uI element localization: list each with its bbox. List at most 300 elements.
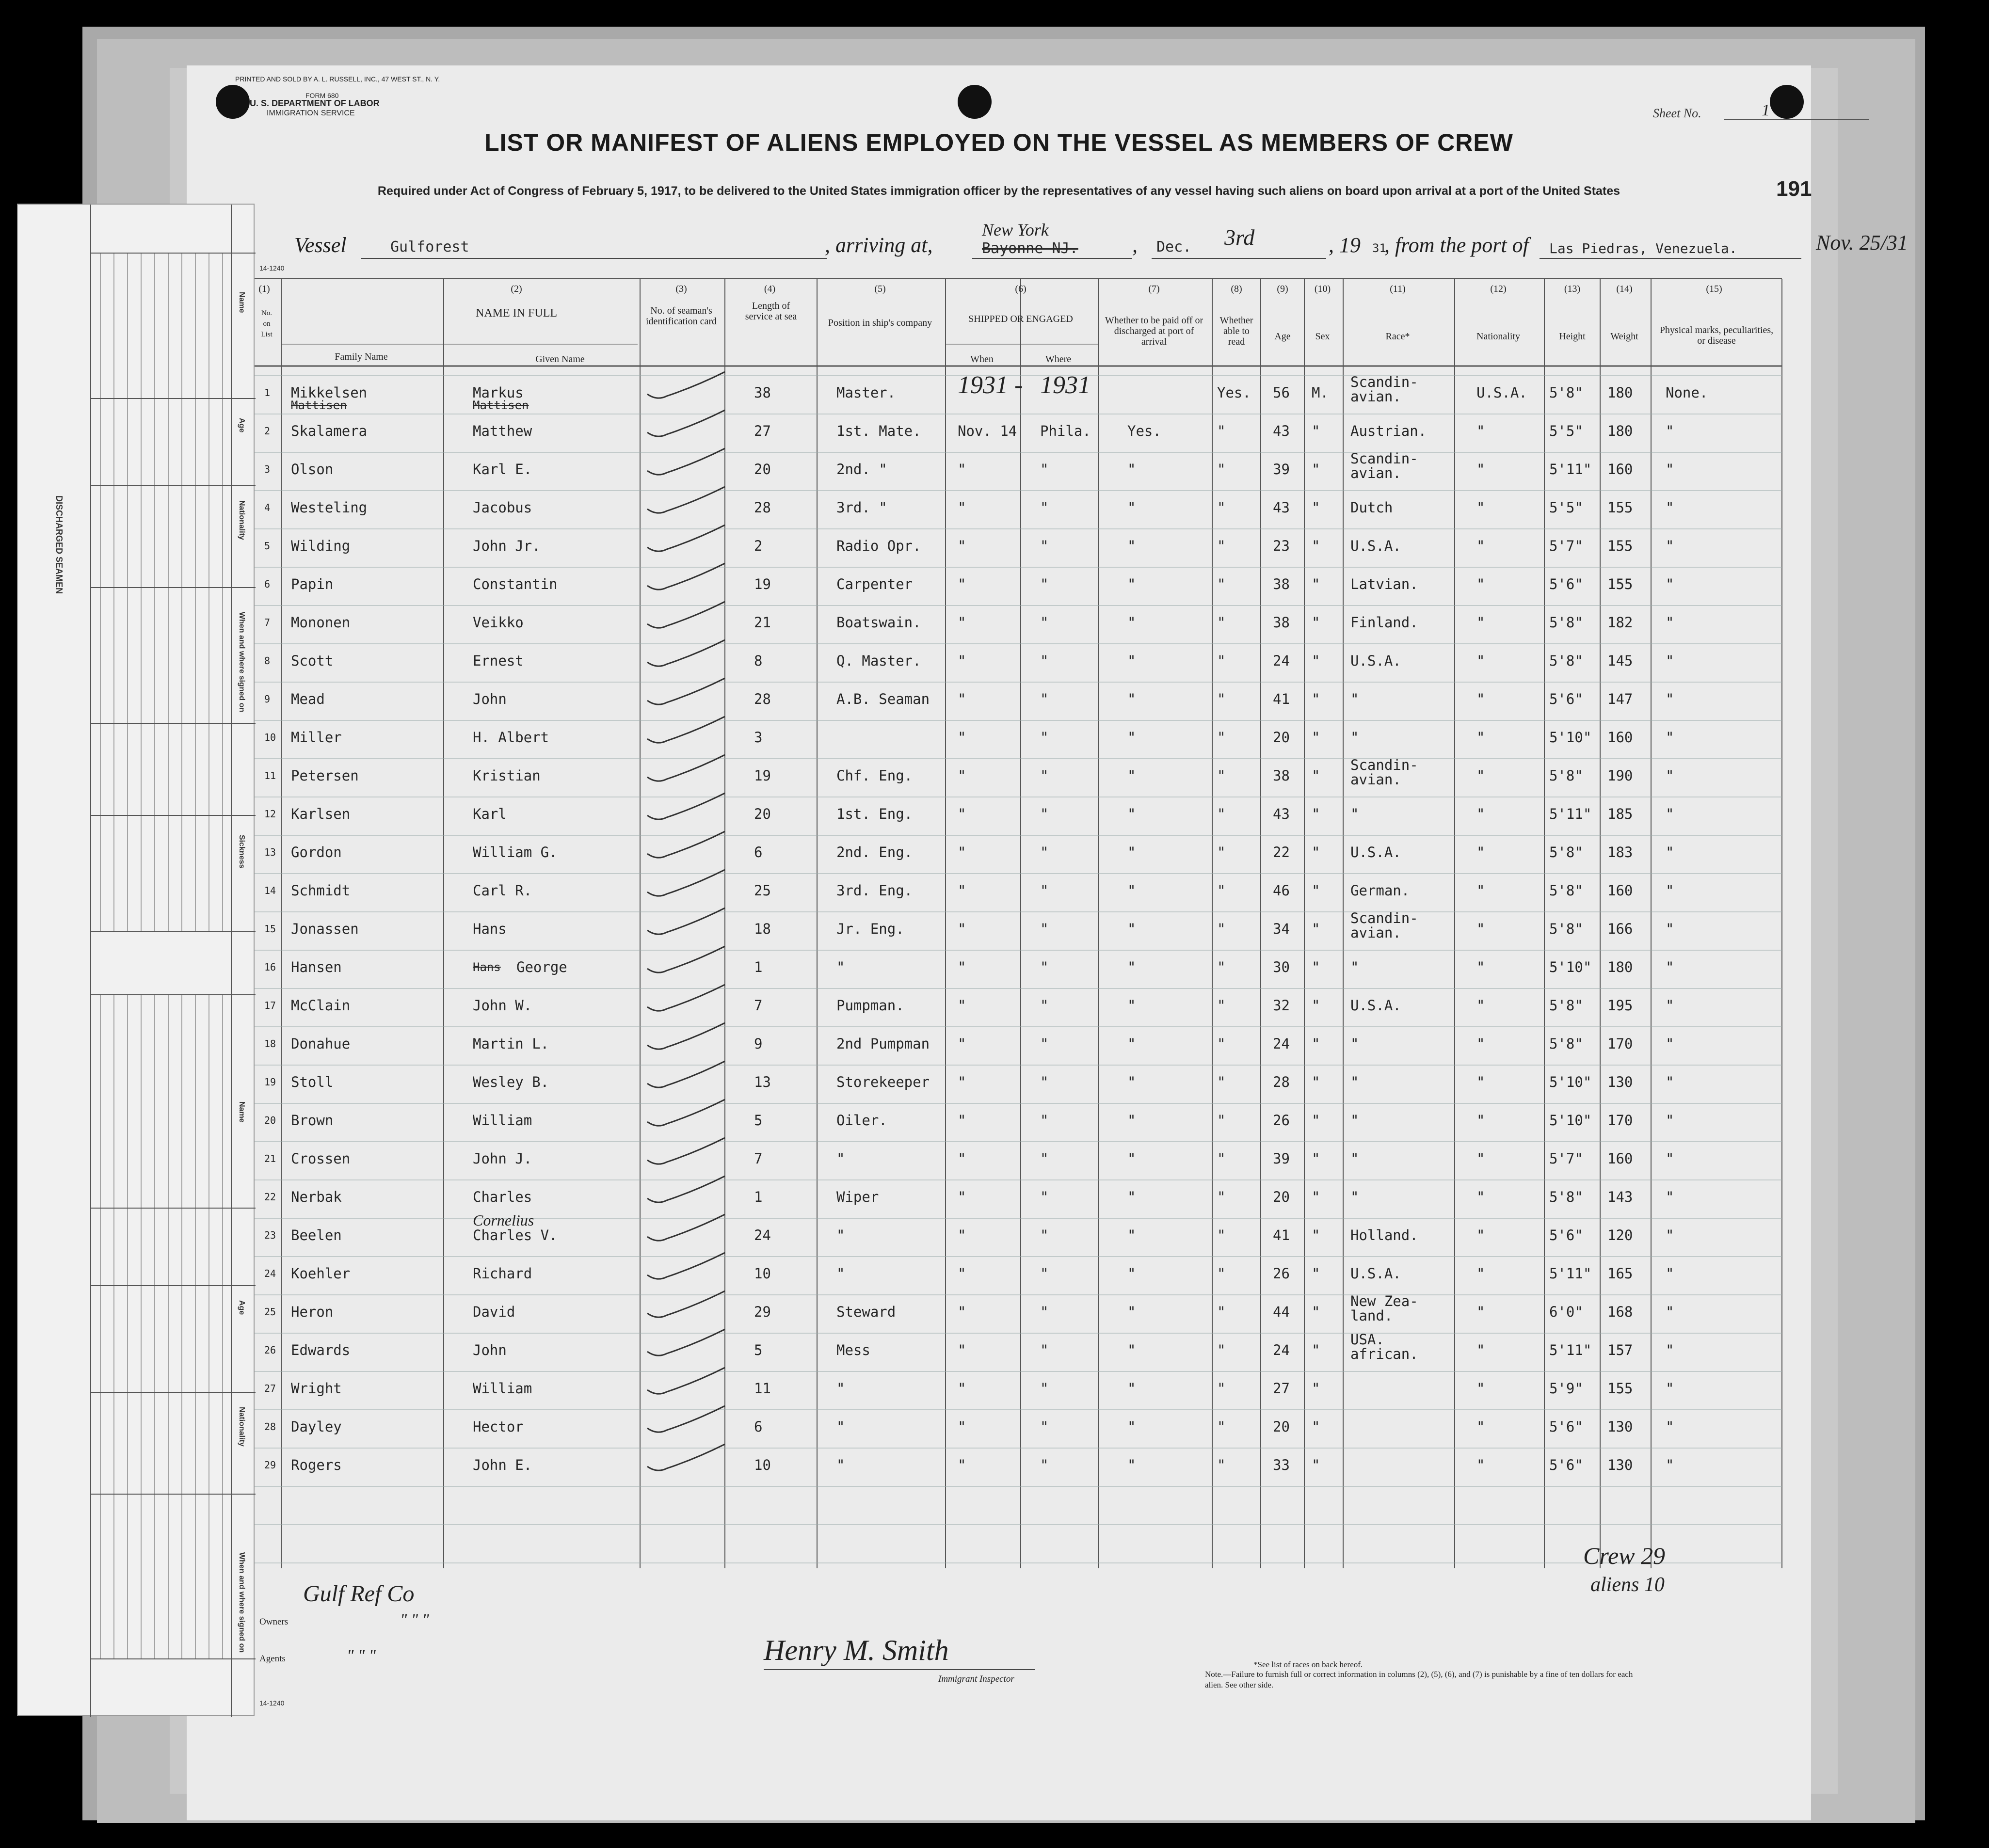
sex-cell: " (1312, 806, 1320, 822)
able-to-read-cell: " (1217, 844, 1226, 860)
shipped-where-cell: " (1040, 499, 1049, 516)
row-number-cell: 14 (264, 885, 276, 896)
weight-cell: 182 (1607, 614, 1633, 631)
physical-marks-cell: " (1666, 1150, 1674, 1167)
family-name-cell: Wilding (291, 538, 351, 554)
sex-cell: " (1312, 1227, 1320, 1243)
col10-number: (10) (1314, 284, 1331, 294)
paid-off-cell: " (1127, 729, 1136, 746)
nationality-cell: " (1476, 1150, 1485, 1167)
given-name-cell: John (473, 1342, 507, 1358)
paid-off-cell: " (1127, 653, 1136, 669)
position-cell: " (836, 1227, 845, 1243)
weight-cell: 130 (1607, 1457, 1633, 1473)
shipped-where-cell: " (1040, 1189, 1049, 1205)
age-cell: 22 (1273, 844, 1290, 860)
race-cell: U.S.A. (1350, 653, 1401, 669)
able-to-read-cell: " (1217, 576, 1226, 592)
row-number-cell: 10 (264, 732, 276, 743)
age-cell: 46 (1273, 882, 1290, 899)
age-cell: 26 (1273, 1265, 1290, 1282)
col6-number: (6) (1015, 284, 1027, 294)
sailing-date: Nov. 25/31 (1816, 231, 1908, 255)
arrival-month: Dec. (1156, 239, 1192, 255)
sex-cell: " (1312, 844, 1320, 860)
service-length-cell: 6 (754, 844, 763, 860)
shipped-where-cell: " (1040, 1265, 1049, 1282)
shipped-when-cell: " (958, 1380, 966, 1397)
sheet-number-label: Sheet No. (1653, 106, 1701, 120)
position-cell: Pumpman. (836, 997, 904, 1014)
sex-cell: " (1312, 1304, 1320, 1320)
service-length-cell: 29 (754, 1304, 771, 1320)
col13-title: Height (1559, 331, 1586, 342)
department: U. S. DEPARTMENT OF LABOR (250, 98, 380, 108)
given-name-cell: Martin L. (473, 1036, 549, 1052)
paid-off-cell: " (1127, 614, 1136, 631)
given-name-cell: Veikko (473, 614, 524, 631)
year-suffix: 31 (1372, 241, 1386, 255)
paid-off-cell: " (1127, 691, 1136, 707)
nationality-cell: " (1476, 997, 1485, 1014)
height-cell: 5'8" (1549, 1036, 1583, 1052)
service-length-cell: 8 (754, 653, 763, 669)
physical-marks-cell: " (1666, 1112, 1674, 1129)
stub-field-label: Age (238, 418, 246, 433)
shipped-where-year: 1931 (1040, 371, 1091, 399)
position-cell: Oiler. (836, 1112, 887, 1129)
nationality-cell: " (1476, 1189, 1485, 1205)
able-to-read-cell: " (1217, 1304, 1226, 1320)
service-length-cell: 19 (754, 576, 771, 592)
shipped-when-cell: " (958, 1265, 966, 1282)
page-title: LIST OR MANIFEST OF ALIENS EMPLOYED ON THE VESSEL AS MEMBERS OF CREW (484, 129, 1513, 156)
shipped-where-cell: " (1040, 1036, 1049, 1052)
col14-number: (14) (1616, 284, 1633, 294)
family-name-cell: Mead (291, 691, 325, 707)
age-cell: 44 (1273, 1304, 1290, 1320)
position-cell: Steward (836, 1304, 896, 1320)
position-cell: 3rd. Eng. (836, 882, 913, 899)
height-cell: 5'5" (1549, 499, 1583, 516)
family-name-cell: Skalamera (291, 423, 368, 439)
family-name-cell: Edwards (291, 1342, 351, 1358)
shipped-when-cell: " (958, 499, 966, 516)
race-cell: U.S.A. (1350, 1265, 1401, 1282)
physical-marks-cell: None. (1666, 384, 1708, 401)
row-number-cell: 27 (264, 1383, 276, 1394)
stub-field-label: Nationality (238, 500, 246, 540)
race-cell: Scandin- avian. (1350, 757, 1418, 788)
given-name-cell: H. Albert (473, 729, 549, 746)
shipped-when-cell: " (958, 921, 966, 937)
owners-ditto: " " " (400, 1611, 429, 1629)
shipped-where-cell: " (1040, 1418, 1049, 1435)
race-cell: " (1350, 1074, 1359, 1090)
year-prefix-value: 19 (1339, 233, 1361, 257)
weight-cell: 170 (1607, 1036, 1633, 1052)
given-name-cell: George (516, 959, 567, 975)
given-name-cell: John Jr. (473, 538, 541, 554)
nationality-cell: " (1476, 882, 1485, 899)
row-number-cell: 21 (264, 1153, 276, 1164)
shipped-when-year: 1931 - (958, 371, 1023, 399)
shipped-when-cell: " (958, 1189, 966, 1205)
height-cell: 5'11" (1549, 1342, 1592, 1358)
able-to-read-cell: " (1217, 1036, 1226, 1052)
col6-when: When (970, 354, 994, 365)
service-length-cell: 19 (754, 767, 771, 784)
family-name-cell: Jonassen (291, 921, 359, 937)
given-name-cell: Matthew (473, 423, 532, 439)
nationality-cell: " (1476, 1418, 1485, 1435)
sex-cell: " (1312, 729, 1320, 746)
given-name-cell: John W. (473, 997, 532, 1014)
physical-marks-cell: " (1666, 1189, 1674, 1205)
height-cell: 5'11" (1549, 1265, 1592, 1282)
col6-where: Where (1045, 354, 1072, 365)
col1-number: (1) (258, 284, 270, 294)
able-to-read-cell: " (1217, 1265, 1226, 1282)
service-length-cell: 7 (754, 1150, 763, 1167)
col4-title: Length of service at sea (745, 301, 797, 322)
service-length-cell: 1 (754, 959, 763, 975)
service-length-cell: 27 (754, 423, 771, 439)
paid-off-cell: " (1127, 538, 1136, 554)
shipped-where-cell: " (1040, 653, 1049, 669)
discharged-seamen-stub (17, 204, 255, 1716)
inspector-signature: Henry M. Smith (764, 1634, 949, 1666)
signature-line (764, 1669, 1035, 1670)
col7-number: (7) (1148, 284, 1160, 294)
age-cell: 20 (1273, 729, 1290, 746)
age-cell: 24 (1273, 653, 1290, 669)
position-cell: Chf. Eng. (836, 767, 913, 784)
vessel-name: Gulforest (390, 239, 469, 255)
race-cell: " (1350, 691, 1359, 707)
physical-marks-cell: " (1666, 844, 1674, 860)
weight-cell: 180 (1607, 423, 1633, 439)
row-number-cell: 9 (264, 693, 271, 705)
shipped-when-cell: " (958, 806, 966, 822)
col15-number: (15) (1706, 284, 1722, 294)
shipped-when-cell: " (958, 1036, 966, 1052)
age-cell: 32 (1273, 997, 1290, 1014)
family-name-cell: Rogers (291, 1457, 342, 1473)
able-to-read-cell: " (1217, 959, 1226, 975)
paid-off-cell: Yes. (1127, 423, 1161, 439)
service-length-cell: 5 (754, 1112, 763, 1129)
shipped-where-cell: Phila. (1040, 423, 1091, 439)
row-number-cell: 26 (264, 1344, 276, 1356)
age-cell: 41 (1273, 1227, 1290, 1243)
shipped-when-cell: " (958, 729, 966, 746)
physical-marks-cell: " (1666, 767, 1674, 784)
nationality-cell: " (1476, 538, 1485, 554)
race-cell: " (1350, 1036, 1359, 1052)
arriving-comma: , (1132, 233, 1138, 257)
able-to-read-cell: " (1217, 499, 1226, 516)
paid-off-cell: " (1127, 1036, 1136, 1052)
given-name-cell: Richard (473, 1265, 532, 1282)
weight-cell: 160 (1607, 882, 1633, 899)
struck-name-cell: Mattisen (291, 398, 347, 412)
arrival-day: 3rd (1224, 225, 1255, 250)
service-length-cell: 1 (754, 1189, 763, 1205)
able-to-read-cell: " (1217, 882, 1226, 899)
position-cell: A.B. Seaman (836, 691, 930, 707)
able-to-read-cell: " (1217, 1418, 1226, 1435)
shipped-where-cell: " (1040, 1380, 1049, 1397)
shipped-where-cell: " (1040, 1304, 1049, 1320)
nationality-cell: " (1476, 959, 1485, 975)
height-cell: 6'0" (1549, 1304, 1583, 1320)
weight-cell: 160 (1607, 1150, 1633, 1167)
struck-given-cell: Mattisen (473, 398, 529, 412)
family-name-cell: Dayley (291, 1418, 342, 1435)
family-name-cell: Hansen (291, 959, 342, 975)
service-length-cell: 11 (754, 1380, 771, 1397)
position-cell: Boatswain. (836, 614, 921, 631)
shipped-where-cell: " (1040, 1112, 1049, 1129)
race-cell: Austrian. (1350, 423, 1427, 439)
able-to-read-cell: " (1217, 997, 1226, 1014)
shipped-when-cell: " (958, 1342, 966, 1358)
able-to-read-cell: " (1217, 1112, 1226, 1129)
shipped-where-cell: " (1040, 997, 1049, 1014)
row-number-cell: 23 (264, 1229, 276, 1241)
manifest-sheet (187, 65, 1908, 1820)
family-name-cell: Donahue (291, 1036, 351, 1052)
given-name-cell: Hans (473, 921, 507, 937)
sex-cell: " (1312, 1074, 1320, 1090)
col5-number: (5) (874, 284, 886, 294)
sex-cell: " (1312, 499, 1320, 516)
sex-cell: " (1312, 1418, 1320, 1435)
paid-off-cell: " (1127, 959, 1136, 975)
physical-marks-cell: " (1666, 538, 1674, 554)
family-name-cell: Petersen (291, 767, 359, 784)
row-number-cell: 28 (264, 1421, 276, 1433)
position-cell: Q. Master. (836, 653, 921, 669)
paid-off-cell: " (1127, 1304, 1136, 1320)
weight-cell: 155 (1607, 576, 1633, 592)
position-cell: Jr. Eng. (836, 921, 904, 937)
given-name-cell: John J. (473, 1150, 532, 1167)
weight-cell: 160 (1607, 461, 1633, 478)
nationality-cell: " (1476, 767, 1485, 784)
height-cell: 5'7" (1549, 1150, 1583, 1167)
race-cell: " (1350, 1150, 1359, 1167)
height-cell: 5'8" (1549, 1189, 1583, 1205)
row-number-cell: 20 (264, 1115, 276, 1126)
col6-title: SHIPPED OR ENGAGED (968, 314, 1073, 324)
col2-title: NAME IN FULL (476, 307, 557, 319)
able-to-read-cell: " (1217, 423, 1226, 439)
stub-field-label: Nationality (238, 1407, 246, 1447)
service-length-cell: 20 (754, 461, 771, 478)
given-name-cell: Kristian (473, 767, 541, 784)
given-name-cell: William (473, 1380, 532, 1397)
row-number-cell: 8 (264, 655, 271, 667)
stub-field-label: When and where signed on (238, 612, 246, 713)
given-name-cell: William G. (473, 844, 558, 860)
position-cell: " (836, 1150, 845, 1167)
stub-field-label: Name (238, 292, 246, 313)
race-cell: Dutch (1350, 499, 1393, 516)
nationality-cell: " (1476, 1265, 1485, 1282)
row-number-cell: 17 (264, 1000, 276, 1011)
position-cell: Storekeeper (836, 1074, 930, 1090)
nationality-cell: " (1476, 423, 1485, 439)
arriving-port-handwritten: New York (982, 220, 1049, 239)
weight-cell: 165 (1607, 1265, 1633, 1282)
age-cell: 43 (1273, 806, 1290, 822)
nationality-cell: " (1476, 1457, 1485, 1473)
col3-title: No. of seaman's identification card (645, 305, 717, 327)
row-number-cell: 15 (264, 923, 276, 935)
sex-cell: " (1312, 1342, 1320, 1358)
age-cell: 33 (1273, 1457, 1290, 1473)
shipped-where-cell: " (1040, 767, 1049, 784)
sheet-number-value: 1 (1762, 101, 1770, 119)
shipped-when-cell: " (958, 882, 966, 899)
able-to-read-cell: " (1217, 653, 1226, 669)
sex-cell: " (1312, 653, 1320, 669)
position-cell: 2nd. " (836, 461, 887, 478)
paid-off-cell: " (1127, 844, 1136, 860)
sex-cell: " (1312, 1457, 1320, 1473)
position-cell: " (836, 1265, 845, 1282)
nationality-cell: " (1476, 1074, 1485, 1090)
sex-cell: " (1312, 1189, 1320, 1205)
col2-given: Given Name (535, 354, 585, 365)
weight-cell: 157 (1607, 1342, 1633, 1358)
stub-field-label: Sickness (238, 835, 246, 869)
weight-cell: 120 (1607, 1227, 1633, 1243)
family-name-cell: Scott (291, 653, 334, 669)
physical-marks-cell: " (1666, 921, 1674, 937)
shipped-when-cell: " (958, 1418, 966, 1435)
physical-marks-cell: " (1666, 997, 1674, 1014)
stub-title: DISCHARGED SEAMEN (54, 495, 64, 594)
shipped-when-cell: " (958, 1304, 966, 1320)
age-cell: 23 (1273, 538, 1290, 554)
col2-number: (2) (511, 284, 522, 294)
height-cell: 5'8" (1549, 384, 1583, 401)
physical-marks-cell: " (1666, 1265, 1674, 1282)
col8-title: Whether able to read (1219, 315, 1253, 347)
row-number-cell: 29 (264, 1459, 276, 1471)
nationality-cell: " (1476, 844, 1485, 860)
physical-marks-cell: " (1666, 461, 1674, 478)
given-name-cell: Hector (473, 1418, 524, 1435)
col7-title: Whether to be paid off or discharged at port of arrival (1105, 315, 1203, 347)
nationality-cell: " (1476, 921, 1485, 937)
physical-marks-cell: " (1666, 499, 1674, 516)
family-name-cell: Crossen (291, 1150, 351, 1167)
col1-title: No. on List (261, 309, 273, 338)
shipped-where-cell: " (1040, 844, 1049, 860)
race-cell: " (1350, 806, 1359, 822)
paid-off-cell: " (1127, 1380, 1136, 1397)
shipped-when-cell: " (958, 997, 966, 1014)
weight-cell: 155 (1607, 499, 1633, 516)
service-length-cell: 5 (754, 1342, 763, 1358)
aliens-total: aliens 10 (1590, 1574, 1665, 1596)
shipped-when-cell: " (958, 461, 966, 478)
paid-off-cell: " (1127, 1074, 1136, 1090)
service-length-cell: 21 (754, 614, 771, 631)
position-cell: 2nd. Eng. (836, 844, 913, 860)
service-length-cell: 3 (754, 729, 763, 746)
arriving-port-typed: Bayonne NJ. (982, 240, 1078, 257)
able-to-read-cell: " (1217, 691, 1226, 707)
weight-cell: 147 (1607, 691, 1633, 707)
family-name-cell: Beelen (291, 1227, 342, 1243)
position-cell: " (836, 1418, 845, 1435)
given-name-cell: Carl R. (473, 882, 532, 899)
given-name-cell: Wesley B. (473, 1074, 549, 1090)
printer-line: PRINTED AND SOLD BY A. L. RUSSELL, INC., 47 WEST ST., N. Y. (235, 75, 440, 83)
row-number-cell: 1 (264, 387, 271, 398)
form-number: FORM 680 (305, 92, 339, 99)
paid-off-cell: " (1127, 461, 1136, 478)
nationality-cell: " (1476, 1380, 1485, 1397)
height-cell: 5'8" (1549, 997, 1583, 1014)
nationality-cell: " (1476, 1227, 1485, 1243)
paid-off-cell: " (1127, 882, 1136, 899)
shipped-where-cell: " (1040, 959, 1049, 975)
row-number-cell: 22 (264, 1191, 276, 1203)
family-name-cell: Heron (291, 1304, 334, 1320)
row-number-cell: 12 (264, 808, 276, 820)
weight-cell: 190 (1607, 767, 1633, 784)
from-port: Las Piedras, Venezuela. (1549, 240, 1737, 256)
physical-marks-cell: " (1666, 729, 1674, 746)
family-name-cell: Schmidt (291, 882, 351, 899)
stub-field-label: Age (238, 1300, 246, 1315)
col3-number: (3) (675, 284, 687, 294)
position-cell: Carpenter (836, 576, 913, 592)
height-cell: 5'6" (1549, 1418, 1583, 1435)
sex-cell: " (1312, 461, 1320, 478)
service-length-cell: 28 (754, 499, 771, 516)
inspector-label: Immigrant Inspector (938, 1674, 1014, 1684)
race-cell: USA. african. (1350, 1331, 1418, 1362)
family-name-cell: McClain (291, 997, 351, 1014)
physical-marks-cell: " (1666, 806, 1674, 822)
shipped-where-cell: " (1040, 1457, 1049, 1473)
family-name-cell: Karlsen (291, 806, 351, 822)
able-to-read-cell: " (1217, 1189, 1226, 1205)
given-name-cell: Charles V. (473, 1227, 558, 1243)
sex-cell: " (1312, 1112, 1320, 1129)
col9-title: Age (1274, 331, 1291, 342)
given-name-cell: David (473, 1304, 515, 1320)
age-cell: 38 (1273, 614, 1290, 631)
able-to-read-cell: " (1217, 538, 1226, 554)
sex-cell: " (1312, 1265, 1320, 1282)
paid-off-cell: " (1127, 1227, 1136, 1243)
shipped-when-cell: " (958, 1074, 966, 1090)
age-cell: 30 (1273, 959, 1290, 975)
height-cell: 5'8" (1549, 653, 1583, 669)
row-number-cell: 16 (264, 961, 276, 973)
height-cell: 5'6" (1549, 576, 1583, 592)
age-cell: 24 (1273, 1036, 1290, 1052)
able-to-read-cell: " (1217, 1227, 1226, 1243)
